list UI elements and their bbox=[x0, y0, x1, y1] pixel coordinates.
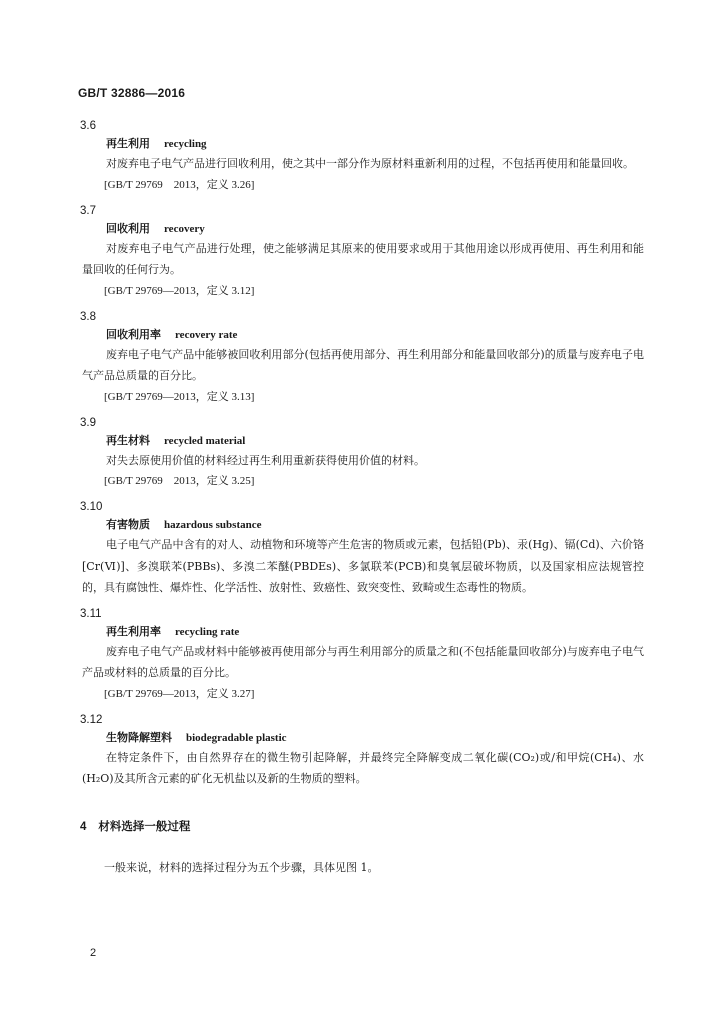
term-title-zh: 再生利用 bbox=[106, 137, 150, 150]
term-title bbox=[106, 135, 644, 153]
term-reference: [GB/T 29769—2013，定义 3.27] bbox=[104, 687, 255, 700]
term-number: 3.7 bbox=[80, 204, 96, 217]
term-title-en: recovery rate bbox=[175, 328, 238, 341]
term-reference: [GB/T 29769 2013，定义 3.26] bbox=[104, 178, 255, 191]
term-title-en: biodegradable plastic bbox=[186, 731, 287, 744]
term-definition: 废弃电子电气产品或材料中能够被再使用部分与再生利用部分的质量之和(不包括能量回收部分)与废弃电子电气产品或材料的总质量的百分比。 bbox=[82, 644, 644, 679]
term-definition: 对废弃电子电气产品进行回收利用，使之其中一部分作为原材料重新利用的过程，不包括再使用和能量回收。 bbox=[106, 157, 634, 170]
term-title bbox=[106, 432, 644, 450]
terms-list bbox=[82, 117, 644, 796]
term-3-6 bbox=[82, 117, 644, 196]
term-title bbox=[106, 729, 644, 747]
term-title-zh: 有害物质 bbox=[106, 518, 150, 531]
term-title-en: hazardous substance bbox=[164, 519, 262, 531]
term-number: 3.11 bbox=[80, 607, 102, 620]
term-number: 3.6 bbox=[80, 120, 96, 132]
section-number: 4 bbox=[80, 821, 87, 833]
term-title bbox=[106, 220, 644, 238]
term-title-en: recycling rate bbox=[175, 625, 240, 638]
term-title bbox=[106, 516, 644, 534]
term-definition: 废弃电子电气产品中能够被回收利用部分(包括再使用部分、再生利用部分和能量回收部分)的质量与废弃电子电气产品总质量的百分比。 bbox=[82, 347, 644, 382]
term-title bbox=[106, 623, 644, 641]
term-title-zh: 再生材料 bbox=[106, 433, 150, 447]
term-reference: [GB/T 29769 2013，定义 3.25] bbox=[104, 475, 255, 487]
section-title: 材料选择一般过程 bbox=[98, 821, 191, 833]
term-title-zh: 回收利用率 bbox=[106, 327, 161, 341]
term-title-en: recycled material bbox=[164, 434, 246, 447]
term-3-12 bbox=[82, 711, 644, 790]
term-number: 3.10 bbox=[80, 501, 103, 513]
term-title-zh: 再生利用率 bbox=[106, 624, 161, 638]
term-reference: [GB/T 29769—2013，定义 3.13] bbox=[104, 390, 255, 403]
term-definition: 对废弃电子电气产品进行处理，使之能够满足其原来的使用要求或用于其他用途以形成再使用、再生利用和能量回收的任何行为。 bbox=[82, 241, 644, 276]
term-number: 3.9 bbox=[80, 416, 96, 429]
term-title-en: recovery bbox=[164, 222, 205, 235]
term-reference: [GB/T 29769—2013，定义 3.12] bbox=[104, 284, 255, 297]
term-number: 3.8 bbox=[80, 310, 96, 323]
term-3-7 bbox=[82, 202, 644, 302]
term-title-en: recycling bbox=[164, 138, 207, 150]
term-definition: 电子电气产品中含有的对人、动植物和环境等产生危害的物质或元素，包括铅(Pb)、汞(Hg)、镉(Cd)、六价铬[Cr(Ⅵ)]、多溴联苯(PBBs)、多溴二苯醚(PBDEs)、多氯联苯(PCB)和臭氧层破坏物质，以及国家相应法规管控的，具有腐蚀性、爆炸性、化学活性、放射性、致癌性、致突变性、致畸或生态毒性的物质。 bbox=[82, 538, 644, 594]
term-3-8 bbox=[82, 308, 644, 408]
term-definition: 在特定条件下，由自然界存在的微生物引起降解，并最终完全降解变成二氧化碳(CO₂)或/和甲烷(CH₄)、水(H₂O)及其所含元素的矿化无机盐以及新的生物质的塑料。 bbox=[82, 750, 644, 785]
term-number: 3.12 bbox=[80, 713, 103, 726]
term-3-9 bbox=[82, 414, 644, 493]
term-3-11 bbox=[82, 605, 644, 705]
section-paragraph: 一般来说，材料的选择过程分为五个步骤，具体见图 1。 bbox=[104, 861, 379, 874]
page-number: 2 bbox=[90, 947, 97, 959]
term-3-10 bbox=[82, 498, 644, 599]
term-definition: 对失去原使用价值的材料经过再生利用重新获得使用价值的材料。 bbox=[106, 453, 425, 467]
term-title-zh: 生物降解塑料 bbox=[106, 730, 172, 744]
term-title bbox=[106, 326, 644, 344]
section-heading bbox=[80, 818, 190, 834]
term-title-zh: 回收利用 bbox=[106, 221, 150, 235]
standard-code: GB/T 32886—2016 bbox=[78, 86, 186, 100]
